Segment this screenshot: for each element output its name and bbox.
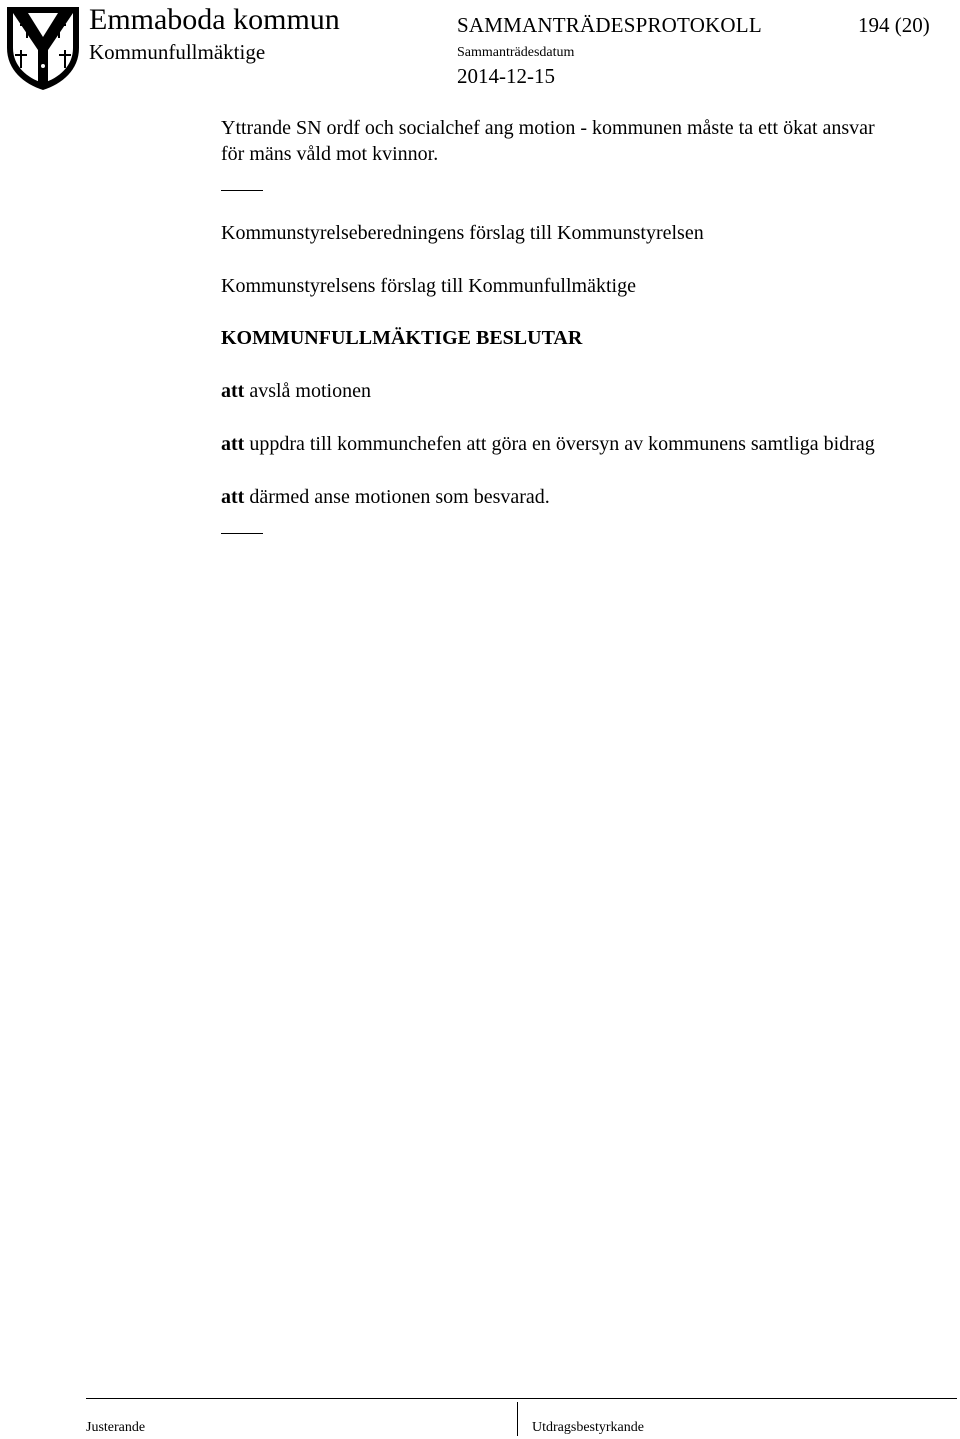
meeting-date-value: 2014-12-15 xyxy=(457,64,555,88)
separator-rule xyxy=(221,533,263,534)
decision-item xyxy=(221,484,550,510)
decision-keyword: att xyxy=(221,380,245,402)
proposal-kommunstyrelseberedningen: Kommunstyrelseberedningens förslag till Kommunstyrelsen xyxy=(221,222,704,244)
footer-divider xyxy=(517,1402,518,1436)
statement-line-2: för mäns våld mot kvinnor. xyxy=(221,143,439,165)
signature-field-utdragsbestyrkande: Utdragsbestyrkande xyxy=(532,1420,644,1435)
decision-heading: KOMMUNFULLMÄKTIGE BESLUTAR xyxy=(221,327,583,349)
footer-line xyxy=(86,1398,957,1399)
separator-rule xyxy=(221,190,263,191)
signature-field-justerande: Justerande xyxy=(86,1420,146,1435)
organization-name: Emmaboda kommun xyxy=(89,3,340,36)
page-number: 194 (20) xyxy=(858,13,930,37)
decision-item xyxy=(221,431,875,457)
statement-line-1: Yttrande SN ordf och socialchef ang motion - kommunen måste ta ett ökat ansvar xyxy=(221,117,875,139)
decision-keyword: att xyxy=(221,433,245,455)
decision-keyword: att xyxy=(221,486,245,508)
organization-body: Kommunfullmäktige xyxy=(89,40,266,64)
proposal-kommunstyrelsen: Kommunstyrelsens förslag till Kommunfullmäktige xyxy=(221,275,636,297)
meeting-date-label: Sammanträdesdatum xyxy=(457,45,575,60)
document-type: SAMMANTRÄDESPROTOKOLL xyxy=(457,13,762,37)
decision-item xyxy=(221,378,371,404)
decision-text: uppdra till kommunchefen att göra en översyn av kommunens samtliga bidrag xyxy=(244,433,875,455)
decision-text: avslå motionen xyxy=(244,380,371,402)
coat-of-arms-icon xyxy=(4,4,82,92)
decision-text: därmed anse motionen som besvarad. xyxy=(244,486,550,508)
